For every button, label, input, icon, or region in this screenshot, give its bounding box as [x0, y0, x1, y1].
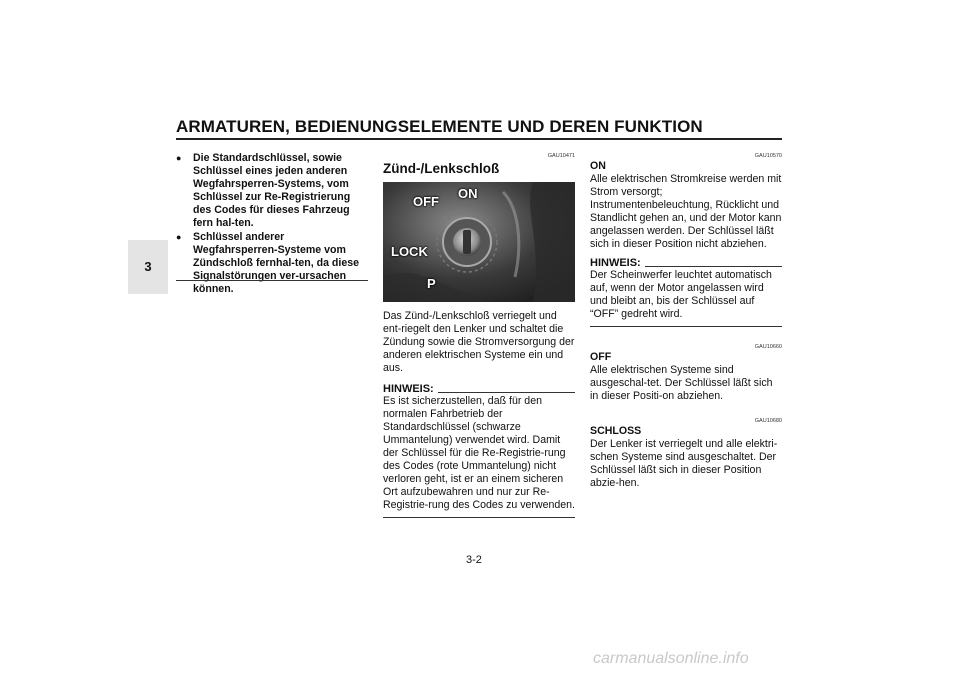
- off-text: Alle elektrischen Systeme sind ausgeschal-tet. Der Schlüssel läßt sich in dieser Positi-on abziehen.: [590, 364, 773, 402]
- note-end-rule: [383, 517, 575, 518]
- section-code: GAU10471: [547, 153, 575, 159]
- bullet-dot-icon: ●: [176, 231, 182, 242]
- title-rule: [176, 138, 782, 140]
- note-title: HINWEIS:: [590, 257, 641, 269]
- off-position-label: OFF: [413, 194, 439, 209]
- note-header: [383, 383, 575, 395]
- on-text: Alle elektrischen Stromkreise werden mit Strom versorgt; Instrumentenbeleuchtung, Rücklicht und Standlicht gehen an, und der Motor kann angelassen werden. Der Schlüssel läßt sich in dieser Position nicht abziehen.: [590, 173, 782, 250]
- ignition-switch-photo: [383, 182, 575, 302]
- bullet-dot-icon: ●: [176, 153, 182, 163]
- chapter-tab: 3: [128, 240, 168, 294]
- lock-text: Der Lenker ist verriegelt und alle elektri-schen Systeme sind ausgeschaltet. Der Schlüssel läßt sich in dieser Position abzie-hen.: [590, 438, 778, 489]
- bullet-item: [176, 152, 370, 231]
- lock-position-label: LOCK: [391, 244, 428, 259]
- page-number: 3-2: [466, 554, 482, 566]
- page-title: ARMATUREN, BEDIENUNGSELEMENTE UND DEREN FUNKTION: [176, 117, 703, 136]
- warning-list: [176, 152, 370, 296]
- on-position-label: ON: [458, 186, 478, 201]
- note-title: HINWEIS:: [383, 383, 434, 395]
- note-rule: [645, 266, 782, 267]
- section-code: GAU10570: [754, 153, 782, 159]
- note-header: [590, 257, 782, 269]
- section-code: GAU10660: [754, 344, 782, 350]
- park-position-label: P: [427, 276, 436, 291]
- bullet-item: [176, 231, 370, 296]
- bullet-text: Schlüssel anderer Wegfahrsperren-Systeme vom Zündschloß fernhal-ten, da diese Signalstörungen ver-ursachen können.: [193, 230, 359, 295]
- lock-heading: SCHLOSS: [590, 425, 642, 437]
- on-heading: ON: [590, 160, 606, 172]
- note-rule: [438, 392, 575, 393]
- off-heading: OFF: [590, 351, 612, 363]
- note-text: Der Scheinwerfer leuchtet automatisch auf, wenn der Motor angelassen wird und bleibt an, bis der Schlüssel auf “OFF” gedreht wird.: [590, 269, 772, 320]
- section-code: GAU10680: [754, 418, 782, 424]
- bullet-text: Die Standardschlüssel, sowie Schlüssel eines jeden anderen Wegfahrsperren-Systems, vom Schlüssel zur Re-Registrierung des Codes für dieses Fahrzeug fern hal-ten.: [193, 152, 351, 230]
- watermark: carmanualsonline.info: [593, 650, 749, 667]
- key-positions: [590, 152, 782, 490]
- note-text: Es ist sicherzustellen, daß für den normalen Fahrbetrieb der Standardschlüssel (schwarze Ummantelung) verwendet wird. Damit der Schlüssel für die Re-Registrie-rung des Codes (rote Ummantelung) nicht verloren geht, ist er an einem sicheren Ort aufzubewahren und nur zur Re-Registrie-rung des Codes zu verwenden.: [383, 395, 575, 511]
- ignition-photo-graphic: [383, 182, 575, 302]
- section-heading: Zünd-/Lenkschloß: [383, 161, 500, 176]
- note-end-rule: [590, 326, 782, 327]
- warning-end-rule: [176, 280, 368, 281]
- section-intro: Das Zünd-/Lenkschloß verriegelt und ent-riegelt den Lenker und schaltet die Zündung sowie die Stromversorgung der anderen elektrischen Systeme ein und aus.: [383, 310, 575, 374]
- ignition-section: [383, 152, 575, 518]
